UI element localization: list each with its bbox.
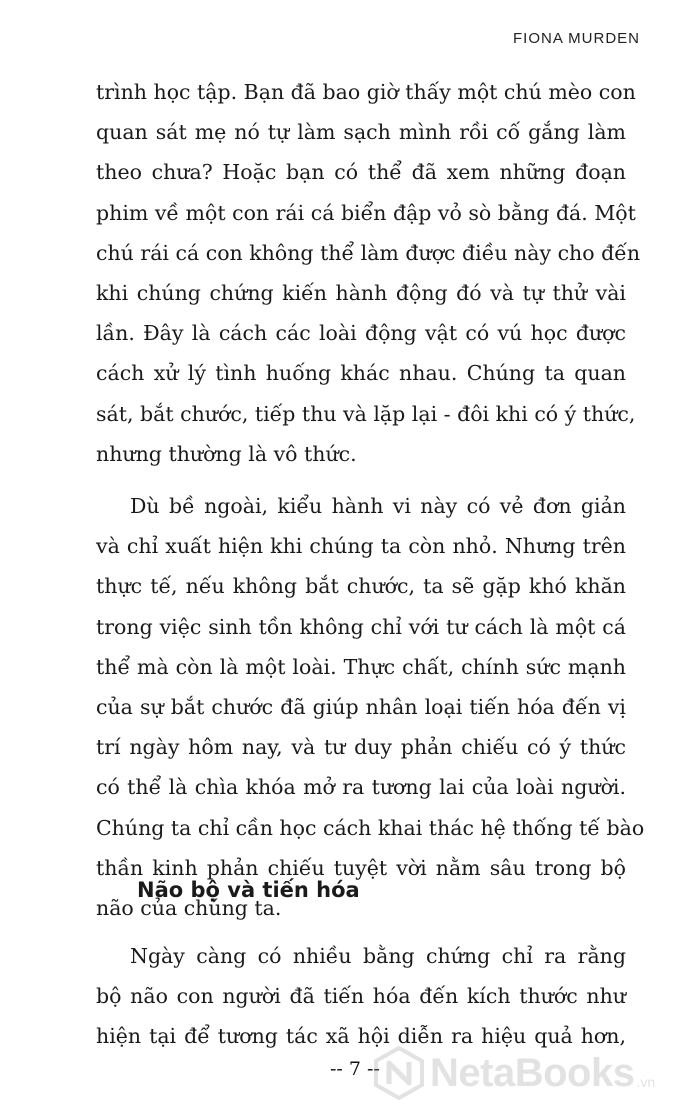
paragraph-line: thể mà còn là một loài. Thực chất, chính sức mạnh — [96, 654, 626, 679]
watermark-text: NetaBooks — [430, 1050, 635, 1095]
paragraph-3 — [96, 936, 626, 1057]
paragraph-line: Chúng ta chỉ cần học cách khai thác hệ thống tế bào — [96, 815, 645, 840]
paragraph-line: cách xử lý tình huống khác nhau. Chúng ta quan — [96, 361, 626, 386]
paragraph-line: trong việc sinh tồn không chỉ với tư cách là một cá — [96, 614, 626, 639]
paragraph-line: lần. Đây là cách các loài động vật có vú học được — [96, 321, 626, 346]
paragraph-line: thực tế, nếu không bắt chước, ta sẽ gặp khó khăn — [96, 574, 626, 599]
paragraph-line: chú rái cá con không thể làm được điều này cho đến — [96, 240, 641, 265]
watermark-suffix: .vn — [636, 1074, 656, 1090]
paragraph-spacer — [96, 474, 626, 486]
paragraph-line: não của chúng ta. — [96, 896, 282, 921]
paragraph-1 — [96, 72, 641, 474]
paragraph-line: theo chưa? Hoặc bạn có thể đã xem những đoạn — [96, 160, 626, 185]
paragraph-line: Dù bề ngoài, kiểu hành vi này có vẻ đơn giản — [130, 494, 626, 519]
running-header-author: FIONA MURDEN — [512, 30, 640, 47]
paragraph-line: trình học tập. Bạn đã bao giờ thấy một chú mèo con — [96, 80, 636, 104]
paragraph-line: thần kinh phản chiếu tuyệt vời nằm sâu trong bộ — [96, 855, 626, 880]
paragraph-line: và chỉ xuất hiện khi chúng ta còn nhỏ. Nhưng trên — [96, 534, 626, 559]
netabooks-logo-icon — [372, 1046, 426, 1100]
paragraph-line: nhưng thường là vô thức. — [96, 441, 357, 466]
paragraph-line: phim về một con rái cá biển đập vỏ sò bằng đá. Một — [96, 200, 636, 225]
paragraph-line: quan sát mẹ nó tự làm sạch mình rồi cố gắng làm — [96, 120, 626, 145]
paragraph-line: trí ngày hôm nay, và tư duy phản chiếu có ý thức — [96, 735, 626, 760]
paragraph-line: bộ não con người đã tiến hóa đến kích thước như — [96, 984, 626, 1009]
paragraph-line: sát, bắt chước, tiếp thu và lặp lại - đôi khi có ý thức, — [96, 401, 636, 426]
body-text — [96, 72, 645, 928]
paragraph-line: có thể là chìa khóa mở ra tương lai của loài người. — [96, 775, 626, 800]
paragraph-line: của sự bắt chước đã giúp nhân loại tiến hóa đến vị — [96, 695, 626, 720]
page-number: -- 7 -- — [330, 1058, 380, 1080]
netabooks-watermark — [372, 1046, 655, 1100]
paragraph-line: khi chúng chứng kiến hành động đó và tự thử vài — [96, 281, 626, 306]
paragraph-line: Ngày càng có nhiều bằng chứng chỉ ra rằng — [130, 944, 626, 968]
section-heading: Não bộ và tiến hóa — [137, 878, 360, 902]
paragraph-2 — [96, 486, 645, 928]
paragraph-line: hiện tại để tương tác xã hội diễn ra hiệu quả hơn, — [96, 1024, 626, 1049]
